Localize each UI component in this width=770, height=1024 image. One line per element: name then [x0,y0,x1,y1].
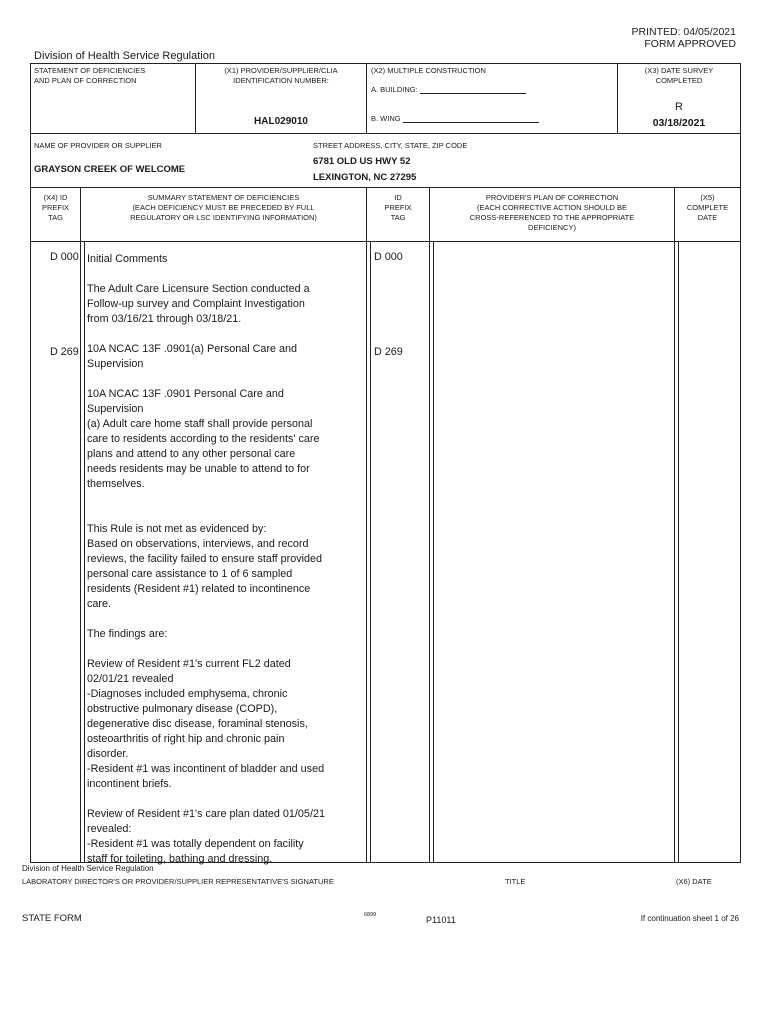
form-number: 6899 [364,912,377,918]
signature-label: LABORATORY DIRECTOR'S OR PROVIDER/SUPPLIER REPRESENTATIVE'S SIGNATURE [22,877,334,886]
care-plan-review-paragraph: Review of Resident #1's care plan dated 01/05/21 revealed: -Resident #1 was totally dependent on facility staff for toileting, bathing and dressing. [87,808,325,865]
wing-label: B. WING [371,114,401,123]
findings-heading: The findings are: [87,628,168,640]
initial-comments-heading: Initial Comments [87,253,168,265]
tag-d000-left: D 000 [50,251,79,263]
rule-citation-heading: 10A NCAC 13F .0901(a) Personal Care and Supervision [87,343,298,370]
address-line2: LEXINGTON, NC 27295 [313,172,417,183]
x4-column-header: (X4) ID PREFIX TAG [41,193,70,222]
tag-d269-right: D 269 [374,346,403,358]
division-title: Division of Health Service Regulation [34,50,215,62]
provider-name: GRAYSON CREEK OF WELCOME [34,164,186,175]
footer-division: Division of Health Service Regulation [22,864,154,873]
survey-intro-paragraph: The Adult Care Licensure Section conducted a Follow-up survey and Complaint Investigation from 03/16/21 through 03/18/21. [87,283,310,325]
event-id: P11011 [426,915,456,925]
x3-label: (X3) DATE SURVEY COMPLETED [644,66,714,85]
building-field [371,84,526,95]
printed-date: PRINTED: 04/05/2021 [631,26,736,38]
rule-text-paragraph: 10A NCAC 13F .0901 Personal Care and Supervision (a) Adult care home staff shall provide personal care to residents according to the residents' care plans and attend to any other personal care needs residents may be unable to attend to for themselves. [87,388,320,490]
x2-label: (X2) MULTIPLE CONSTRUCTION [371,66,486,75]
x3-code: R [675,101,683,113]
rule-not-met-paragraph: This Rule is not met as evidenced by: Based on observations, interviews, and record reviews, the facility failed to ensure staff provided personal care assistance to 1 of 6 sampled residents (Resident #1) related to incontinence care. [87,523,323,610]
statement-label: STATEMENT OF DEFICIENCIES AND PLAN OF CORRECTION [34,66,146,85]
tag-d269-left: D 269 [50,346,79,358]
x3-date: 03/18/2021 [652,117,706,129]
x5-column-header: (X5) COMPLETE DATE [686,193,729,222]
plan-column-header: PROVIDER'S PLAN OF CORRECTION (EACH CORRECTIVE ACTION SHOULD BE CROSS-REFERENCED TO THE APPROPRIATE DEFICIENCY) [469,193,635,232]
wing-field [371,113,539,124]
x6-date-label: (X6) DATE [676,877,712,886]
id-column-header: ID PREFIX TAG [384,193,412,222]
title-label: TITLE [505,877,526,886]
building-label: A. BUILDING: [371,85,418,94]
fl2-review-paragraph: Review of Resident #1's current FL2 dated 02/01/21 revealed -Diagnoses included emphysema, chronic obstructive pulmonary disease (COPD), degenerative disc disease, foraminal stenosis, osteoarthritis of right hip and chronic pain disorder. -Resident #1 was incontinent of bladder and used incontinent briefs. [87,658,325,790]
x1-value: HAL029010 [254,116,308,127]
summary-column-header: SUMMARY STATEMENT OF DEFICIENCIES (EACH DEFICIENCY MUST BE PRECEDED BY FULL REGULATORY OR LSC IDENTIFYING INFORMATION) [130,193,317,222]
x1-label: (X1) PROVIDER/SUPPLIER/CLIA IDENTIFICATION NUMBER: [224,66,338,85]
continuation-sheet: If continuation sheet 1 of 26 [640,914,739,923]
provider-label: NAME OF PROVIDER OR SUPPLIER [34,141,162,150]
address-label: STREET ADDRESS, CITY, STATE, ZIP CODE [313,141,468,150]
state-form-label: STATE FORM [22,913,82,924]
tag-d000-right: D 000 [374,251,403,263]
deficiency-summary-text [87,252,365,867]
form-approved: FORM APPROVED [644,38,736,50]
address-line1: 6781 OLD US HWY 52 [313,156,411,167]
